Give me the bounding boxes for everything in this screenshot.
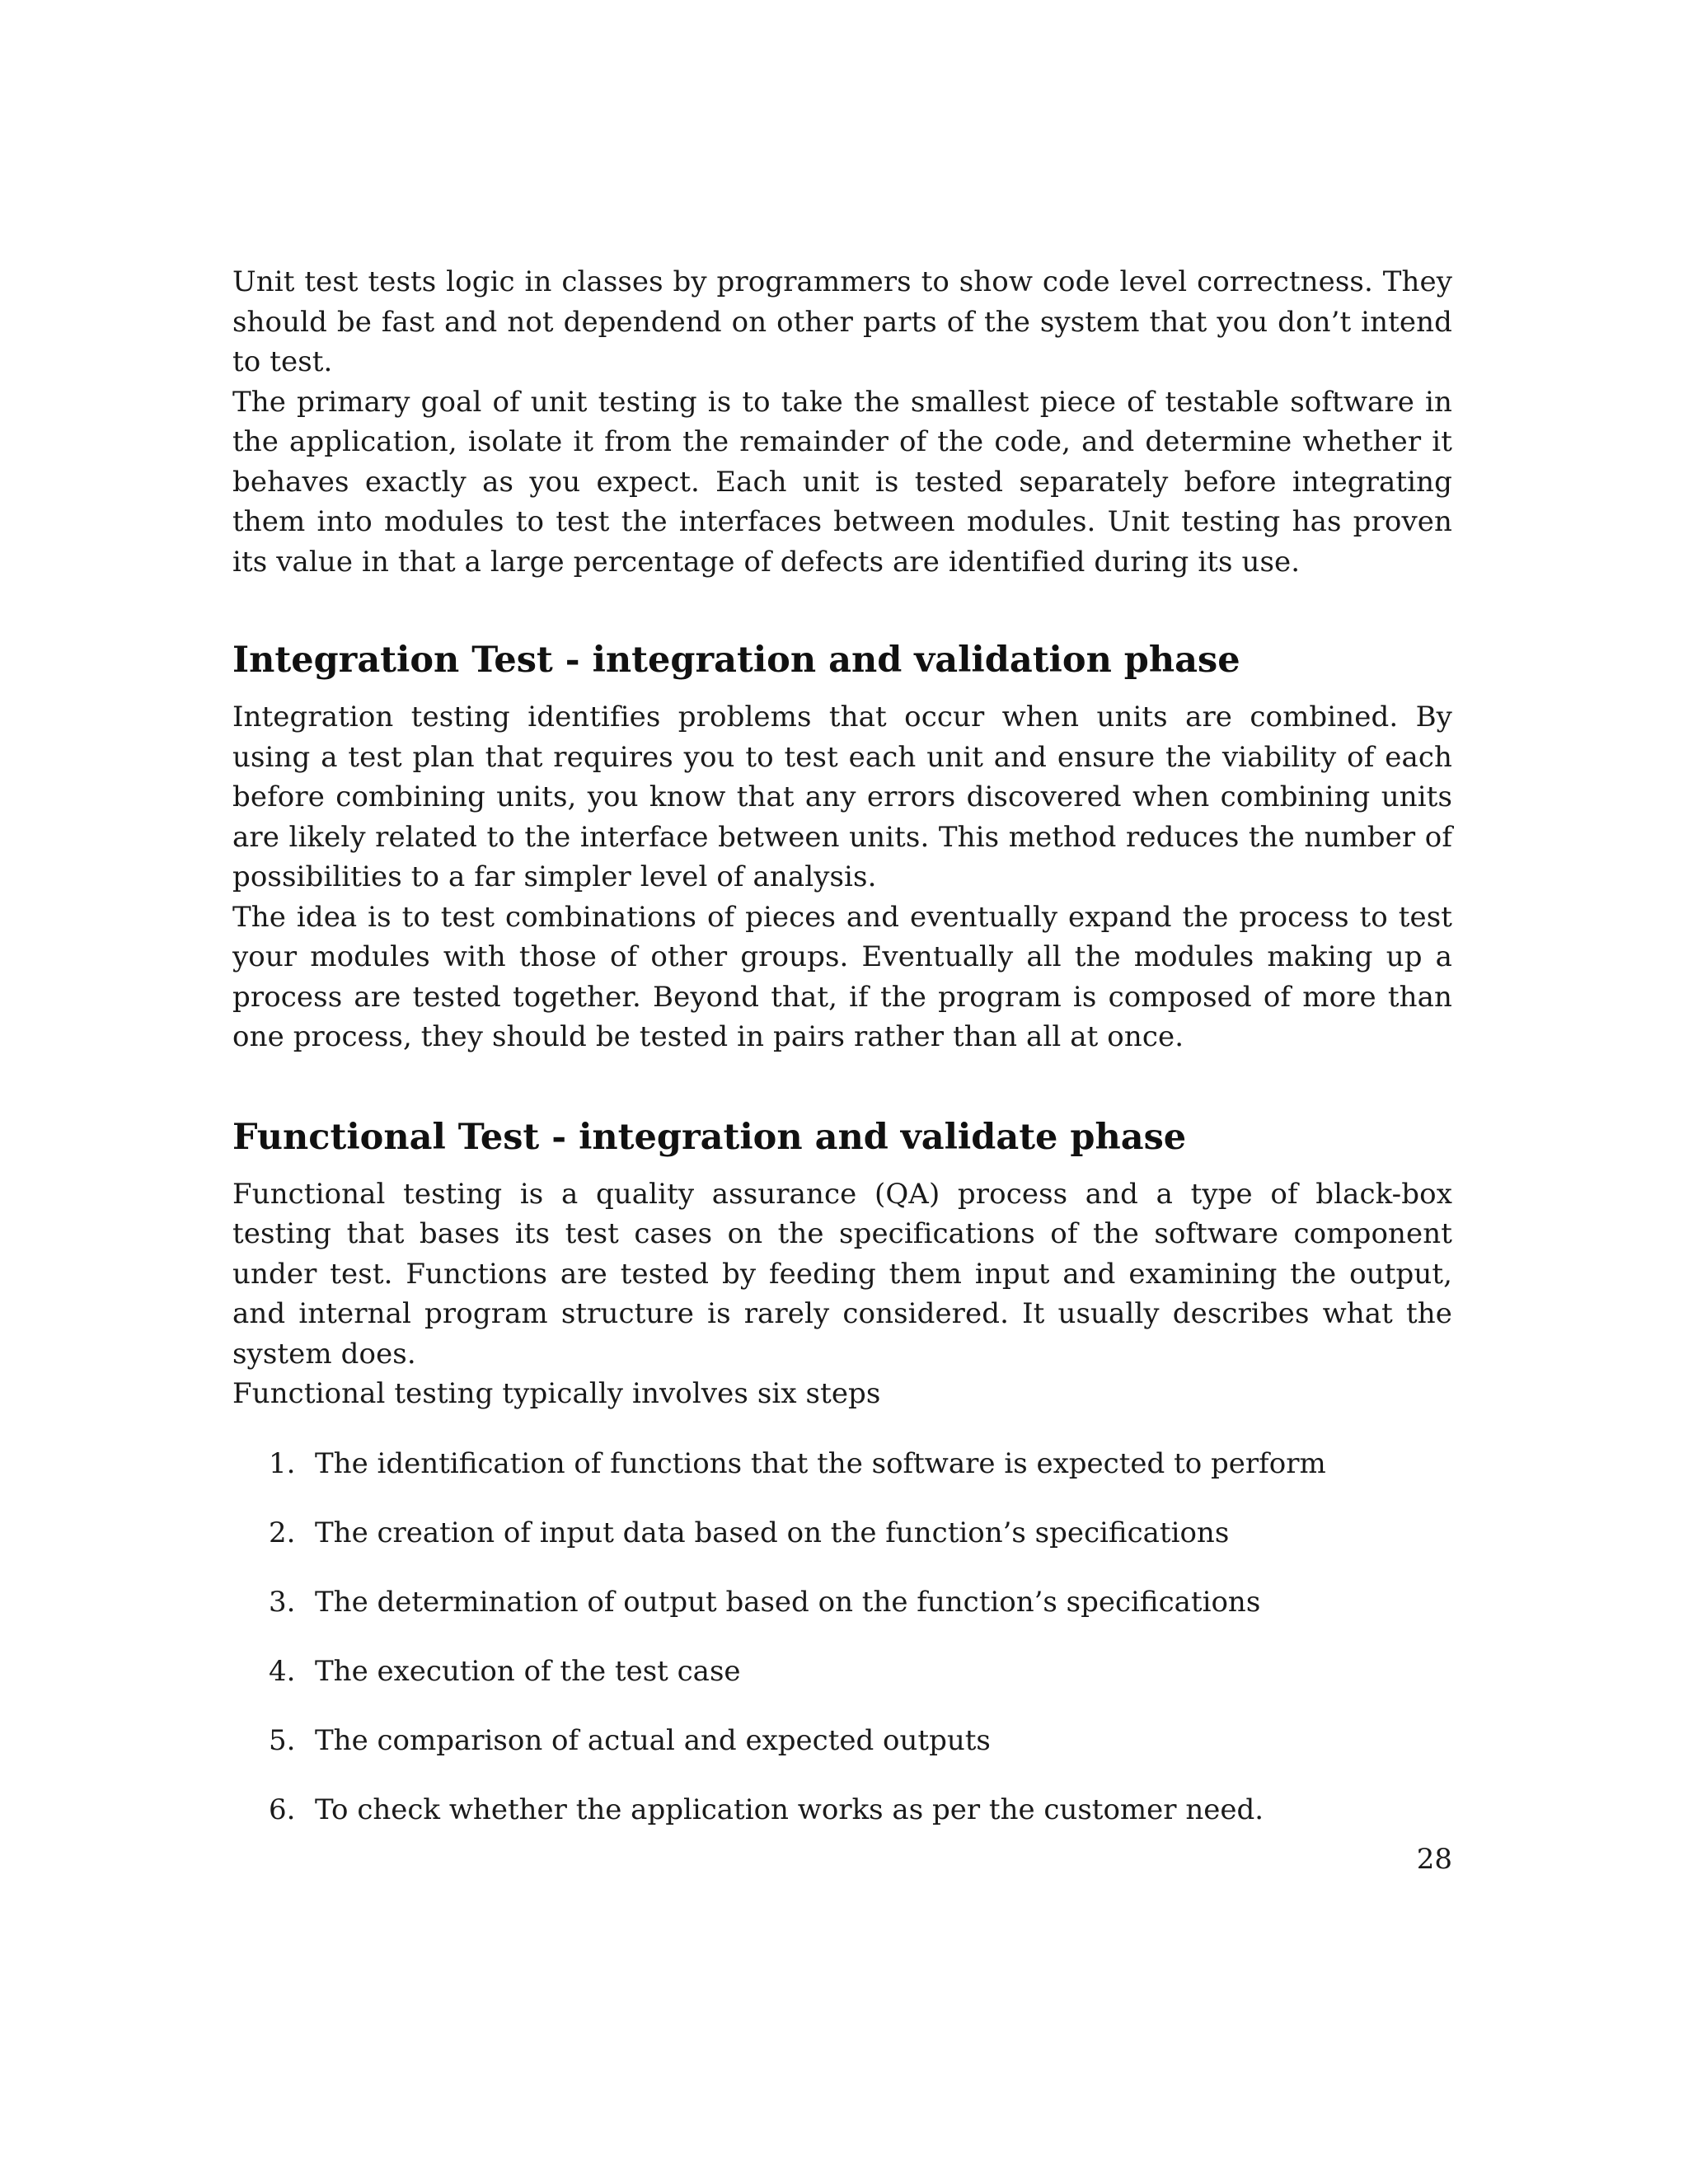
list-item [232, 1790, 1452, 1830]
section-heading-integration: Integration Test - integration and validation phase [232, 640, 1240, 681]
section-heading-functional: Functional Test - integration and validate phase [232, 1116, 1187, 1158]
list-item-number: 1. [269, 1446, 296, 1480]
functional-steps-list [232, 1444, 1452, 1830]
document-page [232, 262, 1452, 1859]
list-item-text: The execution of the test case [315, 1654, 741, 1688]
list-item-number: 6. [269, 1793, 296, 1826]
list-item-number: 3. [269, 1585, 296, 1619]
list-item-text: The comparison of actual and expected outputs [315, 1723, 991, 1757]
integration-paragraph-2: The idea is to test combinations of pieces and eventually expand the process to test your modules with those of other groups. Eventually all the modules making up a process are tested together. Beyond that, if the program is composed of more than one process, they should be tested in pairs rather than all at once. [232, 900, 1452, 1053]
list-item [232, 1652, 1452, 1691]
functional-lead-in: Functional testing typically involves six steps [232, 1377, 881, 1410]
intro-paragraph-2: The primary goal of unit testing is to take the smallest piece of testable software in the application, isolate it from the remainder of the code, and determine whether it behaves exactly as you expect. Each unit is tested separately before integrating them into modules to test the interfaces between modules. Unit testing has proven its value in that a large percentage of defects are identified during its use. [232, 385, 1452, 579]
page-number: 28 [1416, 1843, 1452, 1876]
list-item-text: The determination of output based on the function’s specifications [315, 1585, 1261, 1619]
list-item-text: To check whether the application works as per the customer need. [315, 1793, 1264, 1826]
functional-paragraph: Functional testing is a quality assurance (QA) process and a type of black-box testing that bases its test cases on the specifications of the software component under test. Functions are tested by feeding them input and examining the output, and internal program structure is rarely considered. It usually describes what the system does. [232, 1177, 1452, 1371]
list-item-number: 4. [269, 1654, 296, 1688]
list-item-text: The creation of input data based on the function’s specifications [315, 1516, 1230, 1549]
intro-paragraph-1: Unit test tests logic in classes by programmers to show code level correctness. They should be fast and not dependend on other parts of the system that you don’t intend to test. [232, 265, 1452, 378]
list-item-number: 2. [269, 1516, 296, 1549]
list-item [232, 1513, 1452, 1553]
list-item-number: 5. [269, 1723, 296, 1757]
list-item [232, 1721, 1452, 1760]
list-item [232, 1444, 1452, 1483]
list-item-text: The identification of functions that the software is expected to perform [315, 1446, 1326, 1480]
list-item [232, 1582, 1452, 1622]
integration-paragraph-1: Integration testing identifies problems that occur when units are combined. By using a test plan that requires you to test each unit and ensure the viability of each before combining units, you know that any errors discovered when combining units are likely related to the interface between units. This method reduces the number of possibilities to a far simpler level of analysis. [232, 701, 1452, 893]
